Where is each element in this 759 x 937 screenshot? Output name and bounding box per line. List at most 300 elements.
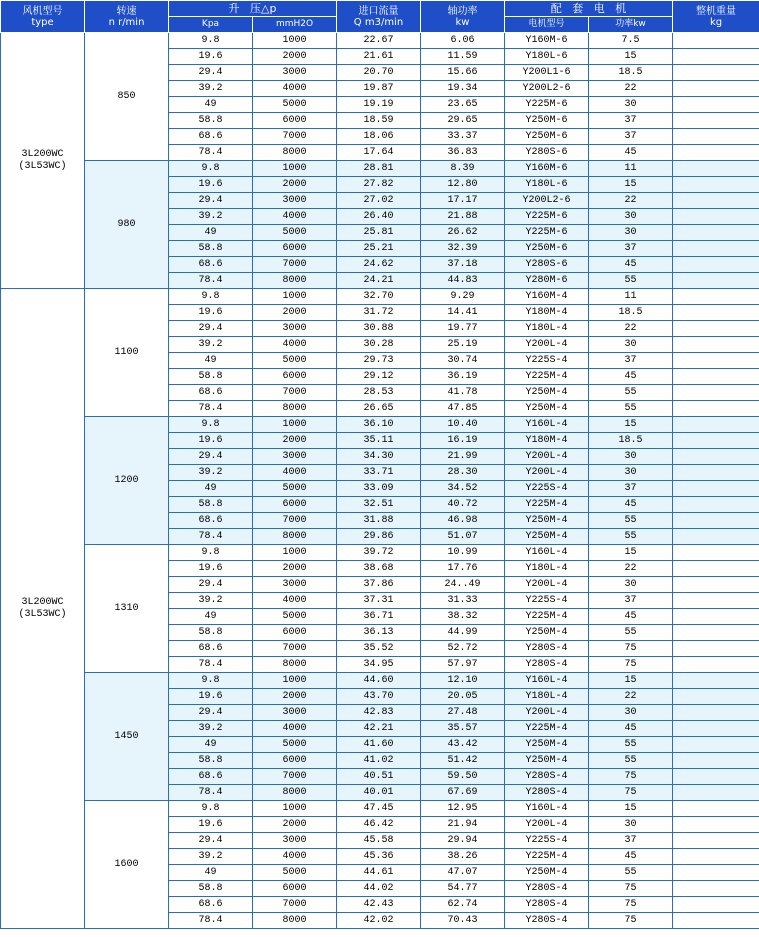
header-flow-label: 进口流量: [358, 6, 399, 17]
shaft-power-cell: 36.83: [421, 145, 505, 161]
weight-cell: [673, 497, 759, 513]
shaft-power-cell: 57.97: [421, 657, 505, 673]
flow-cell: 25.81: [337, 225, 421, 241]
kpa-cell: 68.6: [169, 769, 253, 785]
motor-model-cell: Y160M-6: [505, 33, 589, 49]
flow-cell: 32.51: [337, 497, 421, 513]
motor-model-cell: Y250M-4: [505, 737, 589, 753]
motor-model-cell: Y280S-4: [505, 785, 589, 801]
weight-cell: [673, 625, 759, 641]
weight-cell: [673, 193, 759, 209]
motor-power-cell: 18.5: [589, 65, 673, 81]
motor-power-cell: 11: [589, 161, 673, 177]
motor-model-cell: Y200L-4: [505, 449, 589, 465]
motor-power-cell: 37: [589, 481, 673, 497]
flow-cell: 28.81: [337, 161, 421, 177]
shaft-power-cell: 20.05: [421, 689, 505, 705]
shaft-power-cell: 30.74: [421, 353, 505, 369]
table-row: [1, 161, 759, 177]
flow-cell: 37.86: [337, 577, 421, 593]
flow-cell: 47.45: [337, 801, 421, 817]
mmh2o-cell: 5000: [253, 225, 337, 241]
motor-model-cell: Y225M-6: [505, 97, 589, 113]
header-power-label: 轴功率: [447, 6, 478, 17]
flow-cell: 45.58: [337, 833, 421, 849]
shaft-power-cell: 24..49: [421, 577, 505, 593]
kpa-cell: 29.4: [169, 193, 253, 209]
motor-power-cell: 30: [589, 449, 673, 465]
kpa-cell: 68.6: [169, 257, 253, 273]
mmh2o-cell: 8000: [253, 913, 337, 929]
flow-cell: 19.87: [337, 81, 421, 97]
motor-model-cell: Y225M-4: [505, 721, 589, 737]
motor-power-cell: 7.5: [589, 33, 673, 49]
header-motor-model: 电机型号: [505, 17, 589, 33]
motor-model-cell: Y160L-4: [505, 801, 589, 817]
motor-power-cell: 15: [589, 673, 673, 689]
mmh2o-cell: 2000: [253, 433, 337, 449]
flow-cell: 35.11: [337, 433, 421, 449]
model-cell: [1, 33, 85, 289]
kpa-cell: 39.2: [169, 593, 253, 609]
weight-cell: [673, 49, 759, 65]
weight-cell: [673, 689, 759, 705]
weight-cell: [673, 481, 759, 497]
flow-cell: 41.02: [337, 753, 421, 769]
shaft-power-cell: 10.99: [421, 545, 505, 561]
motor-power-cell: 55: [589, 529, 673, 545]
shaft-power-cell: 52.72: [421, 641, 505, 657]
kpa-cell: 49: [169, 609, 253, 625]
flow-cell: 18.59: [337, 113, 421, 129]
shaft-power-cell: 21.99: [421, 449, 505, 465]
motor-power-cell: 18.5: [589, 433, 673, 449]
kpa-cell: 39.2: [169, 465, 253, 481]
shaft-power-cell: 21.94: [421, 817, 505, 833]
flow-cell: 44.61: [337, 865, 421, 881]
kpa-cell: 58.8: [169, 369, 253, 385]
flow-cell: 42.21: [337, 721, 421, 737]
mmh2o-cell: 7000: [253, 641, 337, 657]
shaft-power-cell: 51.07: [421, 529, 505, 545]
mmh2o-cell: 6000: [253, 369, 337, 385]
flow-cell: 29.73: [337, 353, 421, 369]
mmh2o-cell: 2000: [253, 817, 337, 833]
mmh2o-cell: 6000: [253, 113, 337, 129]
kpa-cell: 49: [169, 481, 253, 497]
motor-model-cell: Y160L-4: [505, 417, 589, 433]
weight-cell: [673, 705, 759, 721]
weight-cell: [673, 81, 759, 97]
flow-cell: 36.10: [337, 417, 421, 433]
motor-model-cell: Y225M-4: [505, 497, 589, 513]
shaft-power-cell: 14.41: [421, 305, 505, 321]
motor-power-cell: 37: [589, 113, 673, 129]
kpa-cell: 49: [169, 353, 253, 369]
motor-model-cell: Y250M-4: [505, 529, 589, 545]
weight-cell: [673, 433, 759, 449]
motor-power-cell: 55: [589, 753, 673, 769]
mmh2o-cell: 6000: [253, 753, 337, 769]
kpa-cell: 9.8: [169, 289, 253, 305]
weight-cell: [673, 609, 759, 625]
kpa-cell: 29.4: [169, 321, 253, 337]
mmh2o-cell: 4000: [253, 209, 337, 225]
weight-cell: [673, 577, 759, 593]
speed-cell: 1450: [85, 673, 169, 801]
flow-cell: 38.68: [337, 561, 421, 577]
motor-model-cell: Y225S-4: [505, 833, 589, 849]
motor-model-cell: Y225S-4: [505, 593, 589, 609]
weight-cell: [673, 897, 759, 913]
weight-cell: [673, 369, 759, 385]
weight-cell: [673, 641, 759, 657]
shaft-power-cell: 17.17: [421, 193, 505, 209]
shaft-power-cell: 32.39: [421, 241, 505, 257]
mmh2o-cell: 1000: [253, 289, 337, 305]
speed-cell: 1600: [85, 801, 169, 929]
mmh2o-cell: 2000: [253, 305, 337, 321]
motor-power-cell: 55: [589, 513, 673, 529]
motor-power-cell: 45: [589, 145, 673, 161]
motor-power-cell: 11: [589, 289, 673, 305]
motor-model-cell: Y280S-6: [505, 257, 589, 273]
weight-cell: [673, 273, 759, 289]
table-row: [1, 801, 759, 817]
mmh2o-cell: 2000: [253, 49, 337, 65]
kpa-cell: 9.8: [169, 33, 253, 49]
motor-model-cell: Y200L-4: [505, 577, 589, 593]
shaft-power-cell: 28.30: [421, 465, 505, 481]
header-speed-sub: n r/min: [108, 17, 145, 28]
weight-cell: [673, 785, 759, 801]
mmh2o-cell: 1000: [253, 545, 337, 561]
motor-model-cell: Y225S-4: [505, 481, 589, 497]
mmh2o-cell: 5000: [253, 353, 337, 369]
mmh2o-cell: 5000: [253, 865, 337, 881]
mmh2o-cell: 4000: [253, 593, 337, 609]
mmh2o-cell: 2000: [253, 689, 337, 705]
motor-power-cell: 75: [589, 881, 673, 897]
flow-cell: 35.52: [337, 641, 421, 657]
kpa-cell: 29.4: [169, 705, 253, 721]
mmh2o-cell: 1000: [253, 417, 337, 433]
motor-power-cell: 45: [589, 497, 673, 513]
flow-cell: 30.28: [337, 337, 421, 353]
weight-cell: [673, 753, 759, 769]
shaft-power-cell: 10.40: [421, 417, 505, 433]
flow-cell: 31.72: [337, 305, 421, 321]
kpa-cell: 29.4: [169, 65, 253, 81]
motor-model-cell: Y250M-4: [505, 865, 589, 881]
kpa-cell: 39.2: [169, 81, 253, 97]
kpa-cell: 58.8: [169, 625, 253, 641]
shaft-power-cell: 37.18: [421, 257, 505, 273]
motor-model-cell: Y180M-4: [505, 305, 589, 321]
motor-power-cell: 15: [589, 417, 673, 433]
table-row: [1, 289, 759, 305]
mmh2o-cell: 8000: [253, 529, 337, 545]
header-flow: [337, 1, 421, 33]
table-header: [1, 1, 759, 33]
weight-cell: [673, 465, 759, 481]
weight-cell: [673, 529, 759, 545]
flow-cell: 17.64: [337, 145, 421, 161]
kpa-cell: 78.4: [169, 145, 253, 161]
flow-cell: 33.09: [337, 481, 421, 497]
mmh2o-cell: 8000: [253, 145, 337, 161]
motor-model-cell: Y180L-4: [505, 321, 589, 337]
weight-cell: [673, 177, 759, 193]
kpa-cell: 39.2: [169, 849, 253, 865]
weight-cell: [673, 865, 759, 881]
flow-cell: 36.71: [337, 609, 421, 625]
motor-power-cell: 55: [589, 273, 673, 289]
mmh2o-cell: 4000: [253, 337, 337, 353]
weight-cell: [673, 401, 759, 417]
weight-cell: [673, 305, 759, 321]
motor-model-cell: Y225M-4: [505, 609, 589, 625]
weight-cell: [673, 801, 759, 817]
shaft-power-cell: 43.42: [421, 737, 505, 753]
flow-cell: 24.62: [337, 257, 421, 273]
motor-power-cell: 37: [589, 353, 673, 369]
table-row: [1, 33, 759, 49]
flow-cell: 27.82: [337, 177, 421, 193]
weight-cell: [673, 817, 759, 833]
header-kpa: Kpa: [169, 17, 253, 33]
flow-cell: 37.31: [337, 593, 421, 609]
motor-power-cell: 37: [589, 593, 673, 609]
motor-power-cell: 55: [589, 385, 673, 401]
flow-cell: 25.21: [337, 241, 421, 257]
header-motor: 配 套 电 机: [505, 1, 673, 17]
weight-cell: [673, 33, 759, 49]
shaft-power-cell: 51.42: [421, 753, 505, 769]
mmh2o-cell: 6000: [253, 497, 337, 513]
shaft-power-cell: 46.98: [421, 513, 505, 529]
shaft-power-cell: 17.76: [421, 561, 505, 577]
motor-power-cell: 22: [589, 81, 673, 97]
kpa-cell: 9.8: [169, 417, 253, 433]
motor-power-cell: 75: [589, 657, 673, 673]
shaft-power-cell: 38.32: [421, 609, 505, 625]
mmh2o-cell: 7000: [253, 769, 337, 785]
weight-cell: [673, 849, 759, 865]
header-power-sub: kw: [455, 17, 470, 28]
mmh2o-cell: 5000: [253, 609, 337, 625]
kpa-cell: 39.2: [169, 721, 253, 737]
shaft-power-cell: 25.19: [421, 337, 505, 353]
motor-power-cell: 75: [589, 785, 673, 801]
header-flow-sub: Q m3/min: [353, 17, 404, 28]
mmh2o-cell: 1000: [253, 33, 337, 49]
weight-cell: [673, 241, 759, 257]
motor-model-cell: Y280M-6: [505, 273, 589, 289]
motor-power-cell: 37: [589, 833, 673, 849]
motor-power-cell: 55: [589, 865, 673, 881]
header-mmh2o: mmH2O: [253, 17, 337, 33]
header-speed: [85, 1, 169, 33]
weight-cell: [673, 257, 759, 273]
model-cell: [1, 289, 85, 929]
mmh2o-cell: 6000: [253, 625, 337, 641]
shaft-power-cell: 70.43: [421, 913, 505, 929]
shaft-power-cell: 67.69: [421, 785, 505, 801]
motor-model-cell: Y180M-4: [505, 433, 589, 449]
mmh2o-cell: 8000: [253, 273, 337, 289]
flow-cell: 26.40: [337, 209, 421, 225]
kpa-cell: 49: [169, 225, 253, 241]
weight-cell: [673, 97, 759, 113]
motor-model-cell: Y250M-4: [505, 513, 589, 529]
weight-cell: [673, 145, 759, 161]
motor-model-cell: Y250M-6: [505, 113, 589, 129]
mmh2o-cell: 4000: [253, 721, 337, 737]
shaft-power-cell: 8.39: [421, 161, 505, 177]
kpa-cell: 58.8: [169, 113, 253, 129]
speed-cell: 980: [85, 161, 169, 289]
shaft-power-cell: 44.83: [421, 273, 505, 289]
motor-power-cell: 18.5: [589, 305, 673, 321]
motor-power-cell: 55: [589, 625, 673, 641]
motor-power-cell: 15: [589, 177, 673, 193]
weight-cell: [673, 449, 759, 465]
motor-power-cell: 55: [589, 737, 673, 753]
flow-cell: 24.21: [337, 273, 421, 289]
speed-cell: 1200: [85, 417, 169, 545]
weight-cell: [673, 129, 759, 145]
flow-cell: 31.88: [337, 513, 421, 529]
shaft-power-cell: 19.34: [421, 81, 505, 97]
model-name: 3L200WC: [21, 596, 64, 608]
kpa-cell: 78.4: [169, 401, 253, 417]
motor-power-cell: 15: [589, 801, 673, 817]
flow-cell: 36.13: [337, 625, 421, 641]
flow-cell: 29.12: [337, 369, 421, 385]
table-row: [1, 417, 759, 433]
mmh2o-cell: 8000: [253, 401, 337, 417]
mmh2o-cell: 7000: [253, 257, 337, 273]
weight-cell: [673, 337, 759, 353]
speed-cell: 1100: [85, 289, 169, 417]
motor-model-cell: Y180L-4: [505, 689, 589, 705]
flow-cell: 21.61: [337, 49, 421, 65]
flow-cell: 39.72: [337, 545, 421, 561]
flow-cell: 30.88: [337, 321, 421, 337]
motor-model-cell: Y225S-4: [505, 353, 589, 369]
weight-cell: [673, 737, 759, 753]
shaft-power-cell: 9.29: [421, 289, 505, 305]
mmh2o-cell: 3000: [253, 833, 337, 849]
motor-model-cell: Y250M-4: [505, 401, 589, 417]
speed-cell: 1310: [85, 545, 169, 673]
weight-cell: [673, 385, 759, 401]
motor-power-cell: 30: [589, 225, 673, 241]
weight-cell: [673, 721, 759, 737]
flow-cell: 29.86: [337, 529, 421, 545]
mmh2o-cell: 2000: [253, 177, 337, 193]
weight-cell: [673, 225, 759, 241]
flow-cell: 33.71: [337, 465, 421, 481]
model-name: 3L200WC: [21, 148, 64, 160]
flow-cell: 42.02: [337, 913, 421, 929]
weight-cell: [673, 561, 759, 577]
motor-power-cell: 75: [589, 641, 673, 657]
mmh2o-cell: 3000: [253, 577, 337, 593]
motor-model-cell: Y200L-4: [505, 465, 589, 481]
motor-model-cell: Y160L-4: [505, 673, 589, 689]
motor-power-cell: 30: [589, 577, 673, 593]
flow-cell: 20.70: [337, 65, 421, 81]
motor-power-cell: 22: [589, 561, 673, 577]
mmh2o-cell: 1000: [253, 801, 337, 817]
header-motor-power: 功率kw: [589, 17, 673, 33]
kpa-cell: 9.8: [169, 801, 253, 817]
motor-model-cell: Y200L-4: [505, 705, 589, 721]
mmh2o-cell: 5000: [253, 481, 337, 497]
motor-model-cell: Y200L2-6: [505, 193, 589, 209]
motor-power-cell: 22: [589, 689, 673, 705]
kpa-cell: 58.8: [169, 241, 253, 257]
weight-cell: [673, 353, 759, 369]
shaft-power-cell: 26.62: [421, 225, 505, 241]
shaft-power-cell: 62.74: [421, 897, 505, 913]
header-weight: [673, 1, 759, 33]
flow-cell: 44.02: [337, 881, 421, 897]
flow-cell: 44.60: [337, 673, 421, 689]
mmh2o-cell: 6000: [253, 241, 337, 257]
weight-cell: [673, 161, 759, 177]
mmh2o-cell: 8000: [253, 785, 337, 801]
shaft-power-cell: 47.85: [421, 401, 505, 417]
flow-cell: 40.01: [337, 785, 421, 801]
mmh2o-cell: 3000: [253, 449, 337, 465]
kpa-cell: 29.4: [169, 449, 253, 465]
kpa-cell: 19.6: [169, 433, 253, 449]
kpa-cell: 78.4: [169, 657, 253, 673]
motor-power-cell: 75: [589, 897, 673, 913]
mmh2o-cell: 5000: [253, 737, 337, 753]
weight-cell: [673, 513, 759, 529]
shaft-power-cell: 54.77: [421, 881, 505, 897]
flow-cell: 45.36: [337, 849, 421, 865]
kpa-cell: 9.8: [169, 545, 253, 561]
weight-cell: [673, 289, 759, 305]
weight-cell: [673, 673, 759, 689]
motor-power-cell: 30: [589, 337, 673, 353]
motor-model-cell: Y180L-6: [505, 49, 589, 65]
motor-model-cell: Y180L-6: [505, 177, 589, 193]
kpa-cell: 19.6: [169, 817, 253, 833]
kpa-cell: 58.8: [169, 753, 253, 769]
motor-power-cell: 30: [589, 705, 673, 721]
weight-cell: [673, 545, 759, 561]
mmh2o-cell: 1000: [253, 161, 337, 177]
mmh2o-cell: 3000: [253, 321, 337, 337]
shaft-power-cell: 59.50: [421, 769, 505, 785]
shaft-power-cell: 47.07: [421, 865, 505, 881]
weight-cell: [673, 65, 759, 81]
weight-cell: [673, 657, 759, 673]
kpa-cell: 39.2: [169, 209, 253, 225]
kpa-cell: 29.4: [169, 577, 253, 593]
flow-cell: 22.67: [337, 33, 421, 49]
motor-model-cell: Y280S-4: [505, 913, 589, 929]
motor-power-cell: 15: [589, 545, 673, 561]
flow-cell: 27.02: [337, 193, 421, 209]
shaft-power-cell: 29.94: [421, 833, 505, 849]
